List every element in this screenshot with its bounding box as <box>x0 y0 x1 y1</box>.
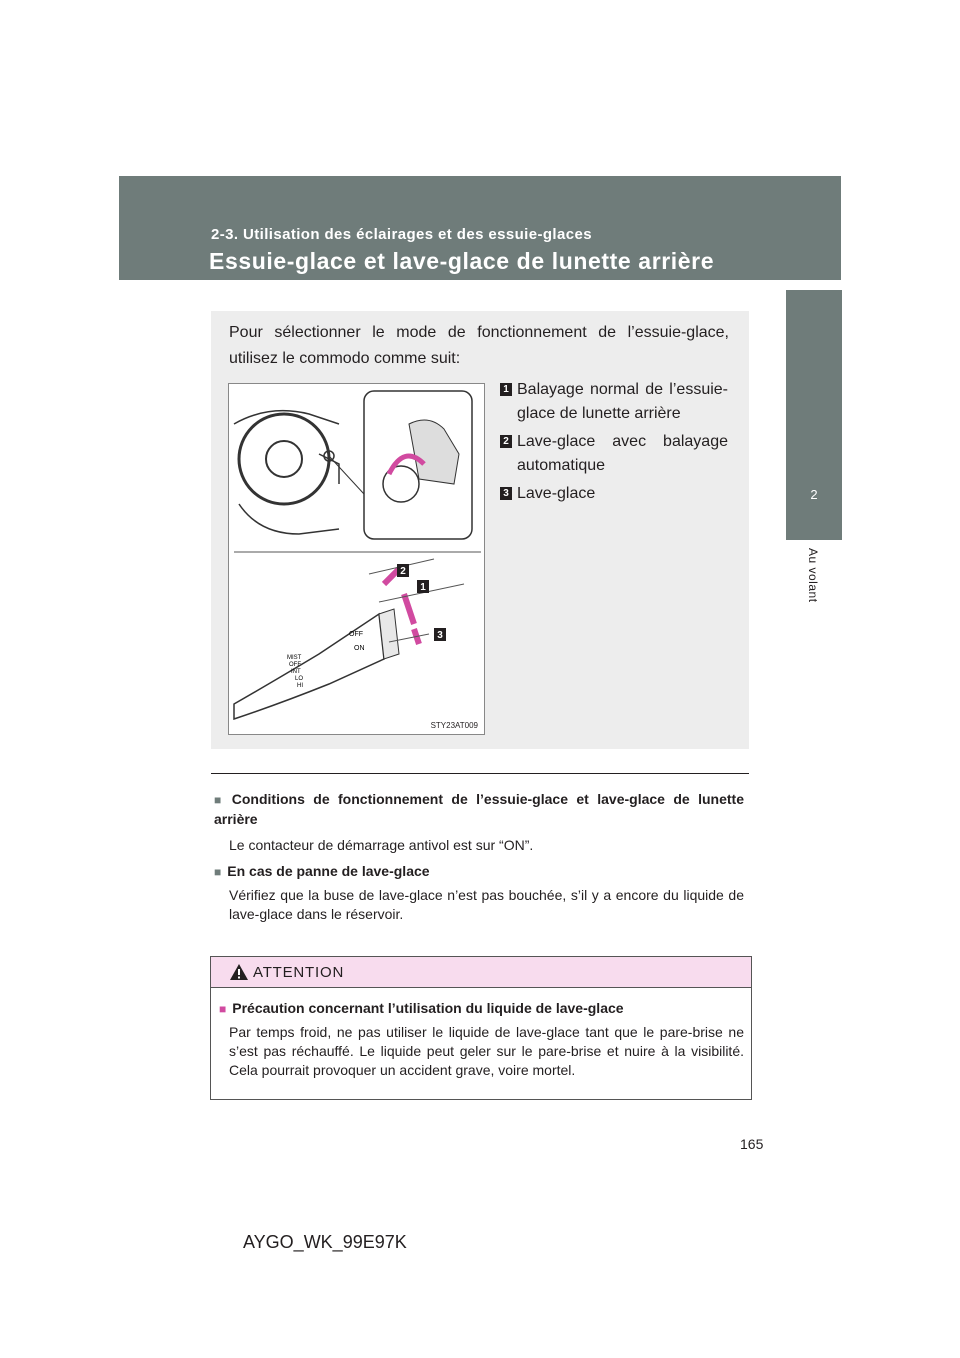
note-body: Le contacteur de démarrage antivol est sur “ON”. <box>229 837 534 853</box>
arrow-1-icon <box>404 594 414 624</box>
warning-title: ATTENTION <box>253 964 345 981</box>
switch-label: LO <box>295 676 304 682</box>
warning-body: Par temps froid, ne pas utiliser le liquide de lave-glace tant que le pare-brise ne s’est pas réchauffé. Le liquide peut geler sur le pare-brise et nuire à la visibilité. Cela pourrait provoquer un accident grave, voire mortel. <box>229 1024 744 1078</box>
note-heading: ■ En cas de panne de lave-glace <box>214 862 744 882</box>
page-title: Essuie-glace et lave-glace de lunette arrière <box>209 248 715 274</box>
warning-triangle-icon <box>229 963 249 981</box>
chapter-tab[interactable]: 2 <box>786 470 842 540</box>
switch-label: OFF <box>289 662 301 668</box>
figure-legend <box>500 378 728 510</box>
document-code: AYGO_WK_99E97K <box>243 1232 407 1252</box>
switch-label: HI <box>297 683 303 689</box>
legend-label: Lave-glace <box>517 485 596 502</box>
switch-label: ON <box>354 645 365 652</box>
note-heading: ■ Conditions de fonctionnement de l’essuie-glace et lave-glace de lunette arrière <box>214 790 744 829</box>
legend-item <box>500 430 728 478</box>
arrow-2-icon <box>384 569 399 584</box>
legend-item <box>500 482 728 506</box>
legend-label: Lave-glace avec balayage automatique <box>517 433 728 474</box>
warning-header <box>211 957 751 988</box>
wiper-lever-figure <box>228 383 485 735</box>
wiper-lever-illustration <box>229 384 484 734</box>
svg-text:3: 3 <box>437 630 443 641</box>
legend-label: Balayage normal de l’essuie-glace de lunette arrière <box>517 381 728 422</box>
chapter-tab-label: Au volant <box>806 548 820 603</box>
side-strip <box>786 290 842 470</box>
svg-text:2: 2 <box>400 566 406 577</box>
number-badge: 3 <box>500 487 512 500</box>
switch-label: OFF <box>349 631 363 638</box>
number-badge: 1 <box>500 383 512 396</box>
switch-label: INT <box>291 669 301 675</box>
figure-code: STY23AT009 <box>430 721 478 730</box>
page-number: 165 <box>740 1136 764 1152</box>
section-label: 2-3. Utilisation des éclairages et des essuie-glaces <box>211 226 592 243</box>
section-divider <box>211 773 749 774</box>
legend-item <box>500 378 728 426</box>
warning-heading: ■ Précaution concernant l’utilisation du liquide de lave-glace <box>219 999 744 1019</box>
number-badge: 2 <box>500 435 512 448</box>
svg-text:1: 1 <box>420 582 426 593</box>
note-body: Vérifiez que la buse de lave-glace n’est pas bouchée, s’il y a encore du liquide de lave-glace dans le réservoir. <box>229 887 744 922</box>
switch-label: MIST <box>287 655 302 661</box>
intro-text: Pour sélectionner le mode de fonctionnement de l’essuie-glace, utilisez le commodo comme suit: <box>229 324 729 367</box>
warning-box <box>210 956 752 1100</box>
